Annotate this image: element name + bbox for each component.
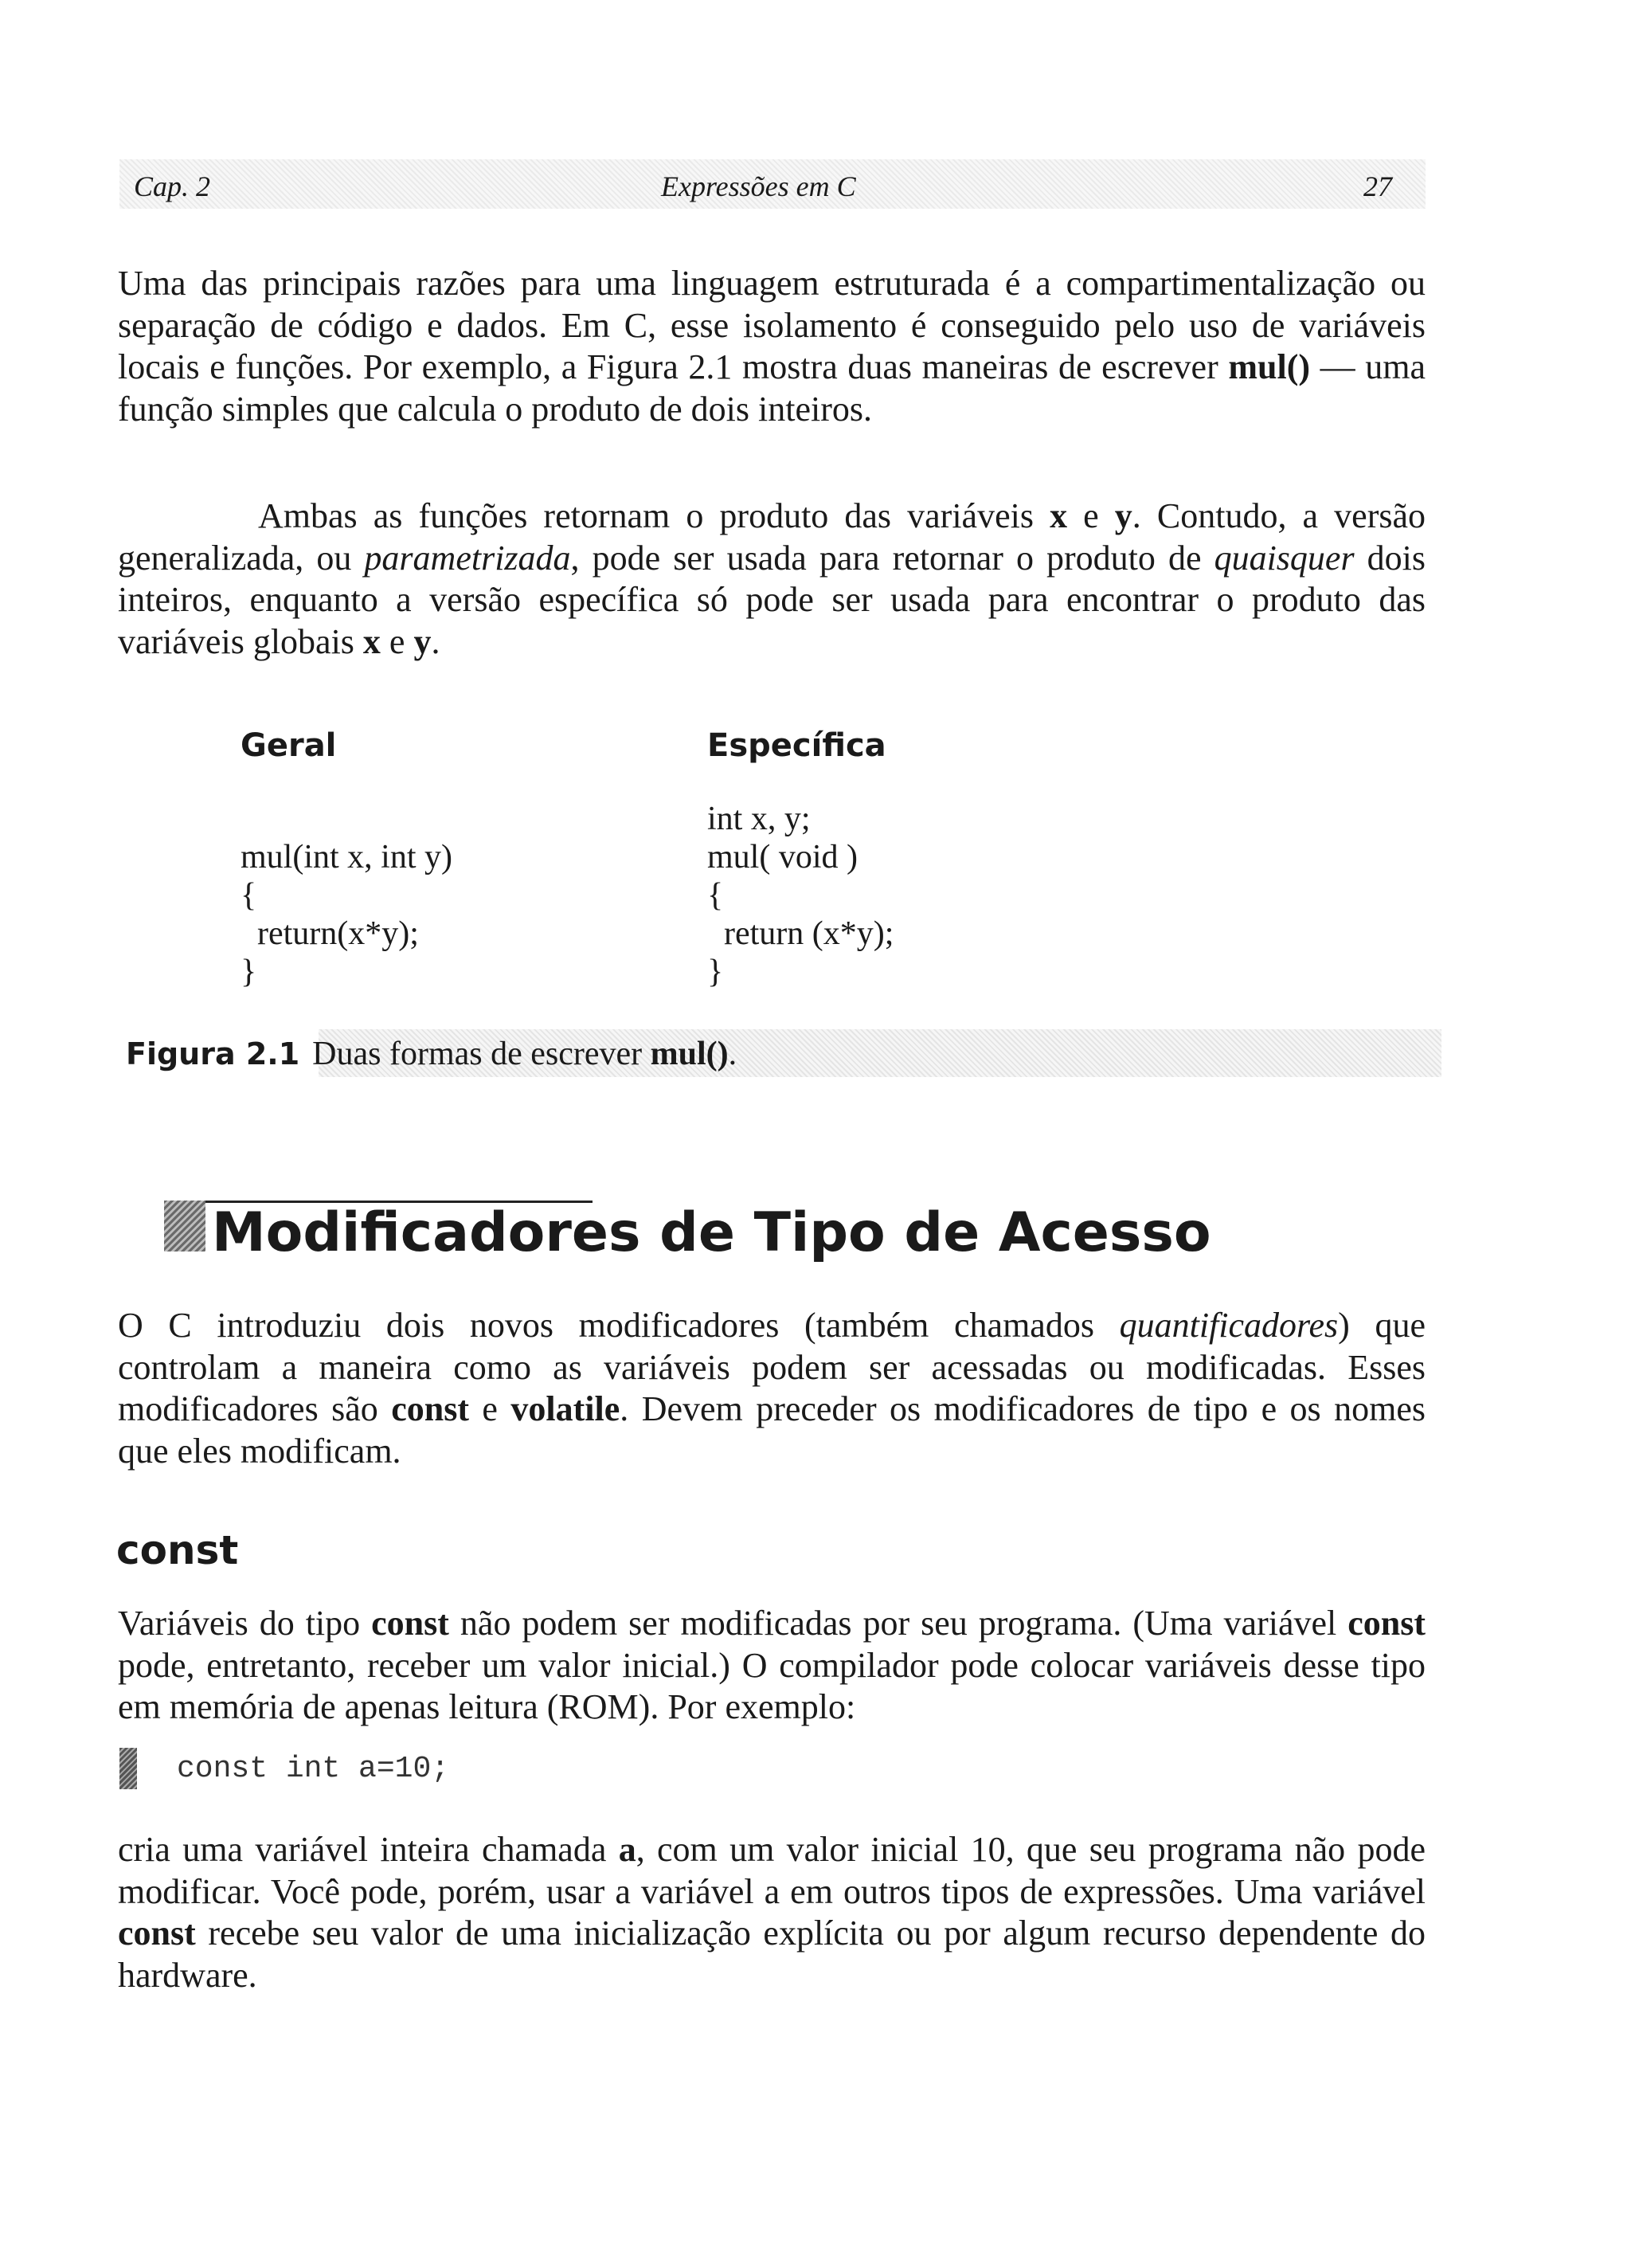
figure-heading-general: Geral [241,727,337,764]
section-marker-icon [164,1201,205,1252]
const-paragraph-2: cria uma variável inteira chamada a, com um valor inicial 10, que seu programa não pode modificar. Você pode, porém, usar a variável a em outros tipos de expressões. Uma variável const recebe seu valor de uma inicialização explícita ou por algum recurso dependente do hardware. [118,1830,1426,1995]
figure-caption [126,1034,737,1074]
running-title: Expressões em C [661,170,856,202]
section-title: Modificadores de Tipo de Acesso [212,1201,1211,1264]
intro-paragraph-2: Ambas as funções retornam o produto das variáveis x e y. Contudo, a versão generalizada, ou parametrizada, pode ser usada para retornar o produto de quaisquer dois inteiros, enquanto a versão específica só pode ser usada para encontrar o produto das variáveis globais x e y. [118,496,1426,661]
figure-code-specific: int x, y; mul( void ) { return (x*y); } [707,801,894,990]
figure-code-general: mul(int x, int y) { return(x*y); } [241,839,452,990]
const-subtitle: const [116,1527,239,1573]
const-code-example: const int a=10; [177,1752,450,1786]
section-paragraph: O C introduziu dois novos modificadores (também chamados quantificadores) que controlam a maneira como as variáveis podem ser acessadas ou modificadas. Esses modificadores são const e volatile. Devem preceder os modificadores de tipo e os nomes que eles modificam. [118,1306,1426,1471]
figure-heading-specific: Específica [707,727,886,764]
figure-caption-text: Duas formas de escrever mul(). [312,1036,737,1072]
chapter-label: Cap. 2 [134,170,211,202]
figure-caption-label: Figura 2.1 [126,1036,300,1071]
intro-paragraph-1: Uma das principais razões para uma linguagem estruturada é a compartimentalização ou separação de código e dados. Em C, esse isolamento é conseguido pelo uso de variáveis locais e funções. Por exemplo, a Figura 2.1 mostra duas maneiras de escrever mul() — uma função simples que calcula o produto de dois inteiros. [118,264,1426,429]
code-block-marker-icon [119,1748,137,1789]
const-paragraph-1: Variáveis do tipo const não podem ser modificadas por seu programa. (Uma variável const pode, entretanto, receber um valor inicial.) O compilador pode colocar variáveis desse tipo em memória de apenas leitura (ROM). Por exemplo: [118,1604,1426,1726]
page-number: 27 [1363,170,1392,202]
